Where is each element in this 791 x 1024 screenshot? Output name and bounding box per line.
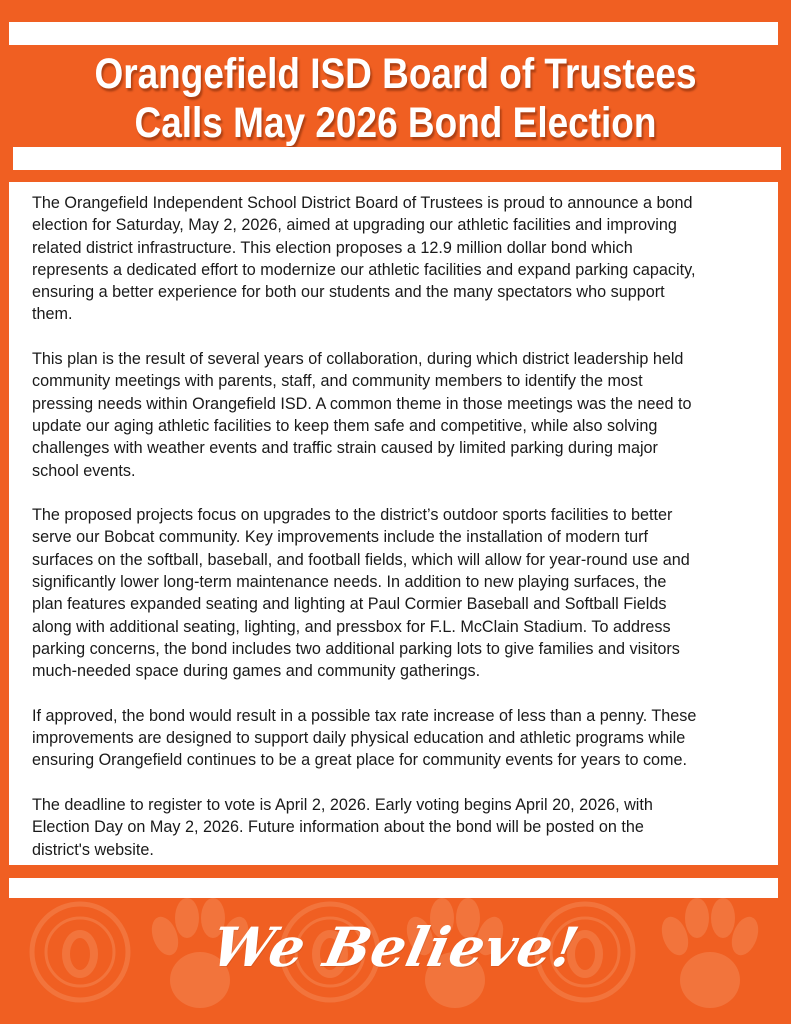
paragraph [32, 504, 762, 682]
paragraph [32, 705, 762, 772]
text-line: The Orangefield Independent School District Board of Trustees is proud to announce a bond [32, 194, 693, 212]
text-line: ensuring a better experience for both our students and the many spectators who support [32, 283, 665, 302]
text-line: related district infrastructure. This election proposes a 12.9 million dollar bond which [32, 238, 633, 257]
text-line: represents a dedicated effort to modernize our athletic facilities and expand parking capacity, [32, 260, 696, 279]
article-body [32, 192, 762, 883]
text-line: parking concerns, the bond includes two additional parking lots to give families and visitors [32, 639, 680, 658]
text-line: community meetings with parents, staff, and community members to identify the most [32, 372, 643, 391]
text-line: district's website. [32, 840, 154, 859]
top-white-bar [9, 22, 778, 45]
title-bottom-bar [13, 147, 781, 170]
text-line: The proposed projects focus on upgrades to the district’s outdoor sports facilities to better [32, 506, 673, 525]
text-line: along with additional seating, lighting, and pressbox for F.L. McClain Stadium. To address [32, 617, 671, 636]
text-line: plan features expanded seating and lighting at Paul Cormier Baseball and Softball Fields [32, 595, 667, 614]
text-line: update our aging athletic facilities to keep them safe and competitive, while also solving [32, 416, 658, 435]
footer-white-bar [9, 878, 778, 898]
text-line: pressing needs within Orangefield ISD. A common theme in those meetings was the need to [32, 394, 692, 413]
paragraph [32, 794, 762, 861]
text-line: If approved, the bond would result in a possible tax rate increase of less than a penny. These [32, 706, 697, 725]
text-line: This plan is the result of several years of collaboration, during which district leadership held [32, 350, 684, 369]
paragraph [32, 192, 762, 326]
text-line: challenges with weather events and traffic strain caused by limited parking during major [32, 439, 658, 458]
text-line: them. [32, 305, 73, 324]
text-line: surfaces on the softball, baseball, and football fields, which will allow for year-round use and [32, 550, 690, 569]
title-line-2: Calls May 2026 Bond Election [134, 99, 657, 147]
text-line: much-needed space during games and community gatherings. [32, 662, 481, 681]
text-line: serve our Bobcat community. Key improvements include the installation of modern turf [32, 528, 649, 547]
paragraph [32, 348, 762, 482]
title-line-1: Orangefield ISD Board of Trustees [94, 50, 697, 98]
tagline-we-believe: We Believe! [206, 915, 585, 979]
text-line: school events. [32, 461, 136, 480]
text-line: The deadline to register to vote is April 2, 2026. Early voting begins April 20, 2026, with [32, 796, 653, 815]
page-title [0, 50, 791, 148]
article-panel [9, 182, 778, 865]
text-line: improvements are designed to support daily physical education and athletic programs while [32, 729, 686, 748]
text-line: election for Saturday, May 2, 2026, aimed at upgrading our athletic facilities and improving [32, 216, 677, 235]
text-line: Election Day on May 2, 2026. Future information about the bond will be posted on the [32, 818, 644, 837]
text-line: significantly lower long-term maintenance needs. In addition to new playing surfaces, the [32, 573, 667, 592]
text-line: ensuring Orangefield continues to be a great place for community events for years to come. [32, 751, 688, 770]
